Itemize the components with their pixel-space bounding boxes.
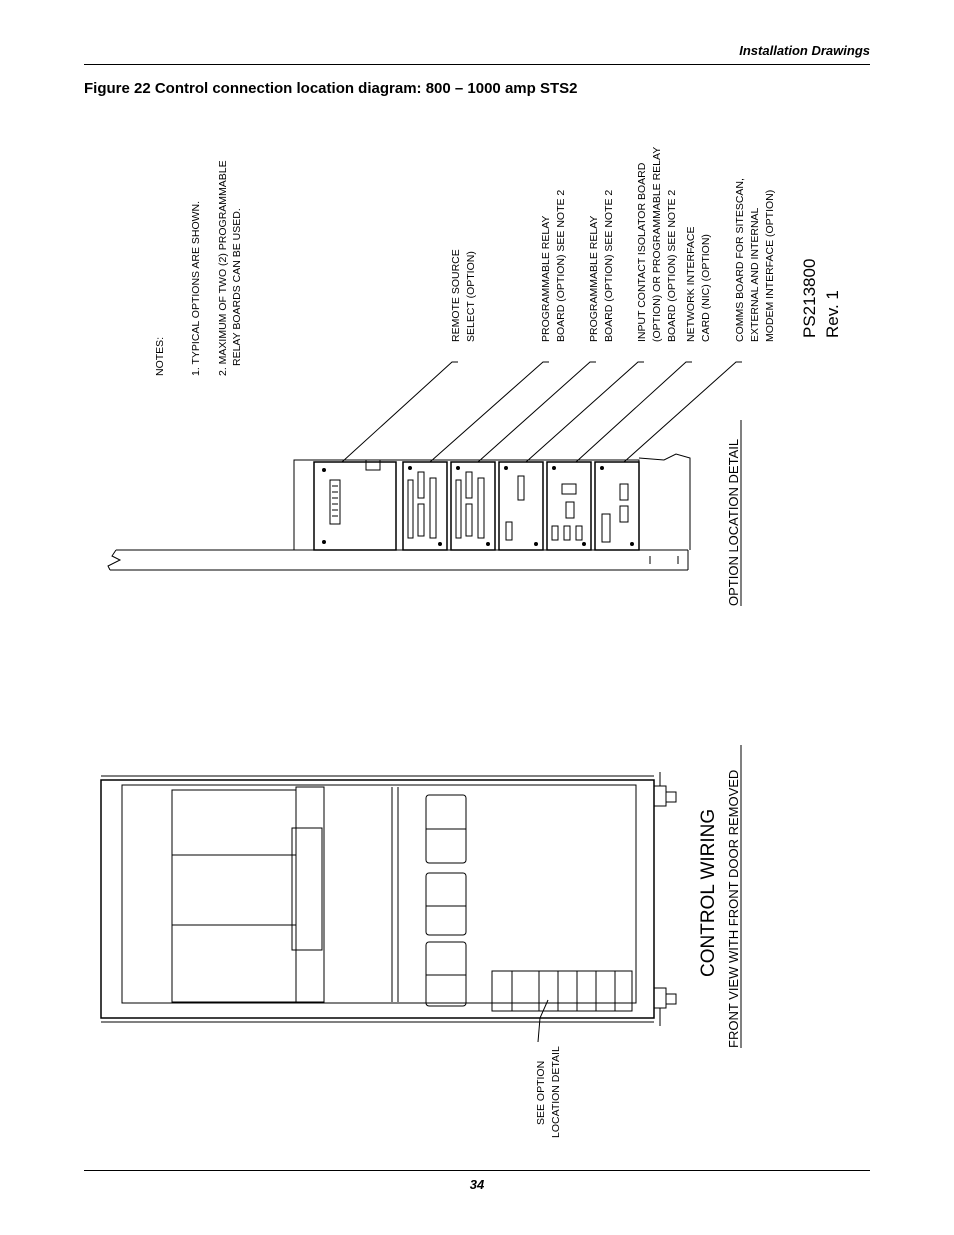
leader-isolator xyxy=(526,362,644,462)
control-wiring-title: CONTROL WIRING xyxy=(698,808,719,977)
option-location-detail xyxy=(108,362,742,570)
callout-isolator-l2: (OPTION) OR PROGRAMMABLE RELAY xyxy=(651,146,663,342)
nic-board xyxy=(547,462,591,550)
callout-nic-l2: CARD (NIC) (OPTION) xyxy=(700,234,712,342)
rail-break-line xyxy=(108,550,120,570)
control-wiring-subtitle: FRONT VIEW WITH FRONT DOOR REMOVED xyxy=(726,769,741,1048)
footer-rule xyxy=(84,1170,870,1171)
page-number: 34 xyxy=(469,1177,485,1192)
leader-relay-2 xyxy=(478,362,596,462)
callout-comms-l3: MODEM INTERFACE (OPTION) xyxy=(764,189,776,342)
relay-board-2 xyxy=(451,462,495,550)
callout-remote-source-l1: REMOTE SOURCE xyxy=(450,249,462,342)
figure-title: Figure 22 Control connection location diagram: 800 – 1000 amp STS2 xyxy=(84,80,578,97)
callout-comms-l1: COMMS BOARD FOR SITESCAN, xyxy=(734,178,746,342)
option-location-detail-title: OPTION LOCATION DETAIL xyxy=(726,438,741,606)
cabinet-inner xyxy=(122,785,636,1003)
relay-board-1 xyxy=(403,462,447,550)
see-option-l1: SEE OPTION xyxy=(535,1060,547,1125)
running-header: Installation Drawings xyxy=(739,43,870,58)
leader-comms xyxy=(624,362,742,462)
note-1: 1. TYPICAL OPTIONS ARE SHOWN. xyxy=(190,200,202,376)
callout-relay-2-l2: BOARD (OPTION) SEE NOTE 2 xyxy=(603,189,615,342)
breaker-block-2 xyxy=(426,873,466,935)
cabinet-outline xyxy=(101,780,654,1018)
hinge-top xyxy=(654,786,666,806)
notes-heading: NOTES: xyxy=(154,336,166,376)
leader-remote-source xyxy=(342,362,458,462)
note-2-line-2: RELAY BOARDS CAN BE USED. xyxy=(231,208,243,366)
cabinet-front-view xyxy=(101,772,676,1042)
terminal-block xyxy=(330,480,340,524)
callout-relay-1-l2: BOARD (OPTION) SEE NOTE 2 xyxy=(555,189,567,342)
hinge-bottom xyxy=(654,988,666,1008)
see-option-l2: LOCATION DETAIL xyxy=(550,1046,562,1138)
breaker-block-3 xyxy=(426,942,466,1006)
callout-isolator-l3: BOARD (OPTION) SEE NOTE 2 xyxy=(666,189,678,342)
drawing-revision: Rev. 1 xyxy=(823,290,842,338)
note-2-line-1: 2. MAXIMUM OF TWO (2) PROGRAMMABLE xyxy=(217,160,229,376)
callout-isolator-l1: INPUT CONTACT ISOLATOR BOARD xyxy=(636,162,648,342)
drawing-number: PS213800 xyxy=(800,258,819,338)
callout-nic-l1: NETWORK INTERFACE xyxy=(685,226,697,342)
leader-relay-1 xyxy=(430,362,549,462)
option-card-area xyxy=(492,971,632,1011)
callout-comms-l2: EXTERNAL AND INTERNAL xyxy=(749,207,761,342)
callout-relay-1-l1: PROGRAMMABLE RELAY xyxy=(540,215,552,342)
panel-break-line xyxy=(639,454,690,550)
remote-source-board xyxy=(314,462,396,550)
leader-nic xyxy=(576,362,692,462)
callout-remote-source-l2: SELECT (OPTION) xyxy=(465,251,477,342)
callout-relay-2-l1: PROGRAMMABLE RELAY xyxy=(588,215,600,342)
